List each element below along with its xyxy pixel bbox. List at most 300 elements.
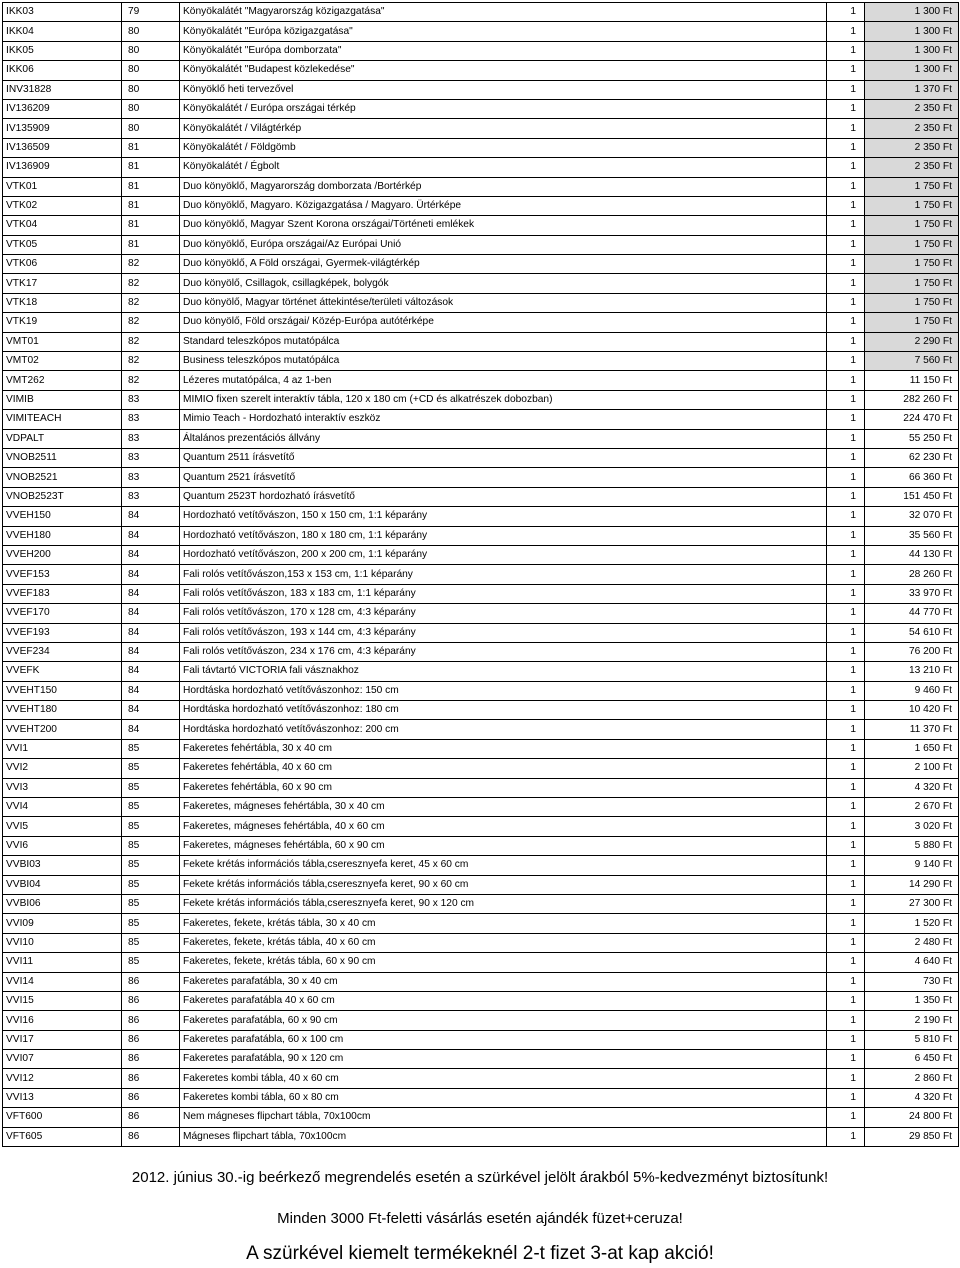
table-row: [3, 1069, 959, 1088]
product-description-cell: Quantum 2521 írásvetítő: [180, 468, 827, 487]
table-row: [3, 545, 959, 564]
product-description-cell: Könyökalátét "Európa domborzata": [180, 41, 827, 60]
quantity-cell: 1: [827, 61, 865, 80]
catalog-page-cell: 85: [122, 778, 180, 797]
product-description-cell: Fali rolós vetítővászon, 234 x 176 cm, 4:3 képarány: [180, 642, 827, 661]
product-code-cell: VTK02: [3, 196, 122, 215]
quantity-cell: 1: [827, 875, 865, 894]
quantity-cell: 1: [827, 1088, 865, 1107]
catalog-page-cell: 83: [122, 429, 180, 448]
catalog-page-cell: 80: [122, 61, 180, 80]
quantity-cell: 1: [827, 1011, 865, 1030]
price-cell: 54 610 Ft: [865, 623, 959, 642]
quantity-cell: 1: [827, 991, 865, 1010]
price-cell: 28 260 Ft: [865, 565, 959, 584]
catalog-page-cell: 86: [122, 972, 180, 991]
product-code-cell: VVI07: [3, 1050, 122, 1069]
catalog-page-cell: 85: [122, 817, 180, 836]
quantity-cell: 1: [827, 1108, 865, 1127]
catalog-page-cell: 85: [122, 894, 180, 913]
product-code-cell: IKK04: [3, 22, 122, 41]
table-row: [3, 991, 959, 1010]
product-description-cell: Hordozható vetítővászon, 180 x 180 cm, 1:1 képarány: [180, 526, 827, 545]
price-cell: 10 420 Ft: [865, 701, 959, 720]
product-description-cell: Duo könyölő, Föld országai/ Közép-Európa autótérképe: [180, 313, 827, 332]
product-code-cell: IV136209: [3, 99, 122, 118]
price-cell: 5 810 Ft: [865, 1030, 959, 1049]
product-code-cell: VVI17: [3, 1030, 122, 1049]
product-code-cell: VTK19: [3, 313, 122, 332]
catalog-page-cell: 82: [122, 352, 180, 371]
quantity-cell: 1: [827, 41, 865, 60]
quantity-cell: 1: [827, 177, 865, 196]
price-cell: 1 750 Ft: [865, 293, 959, 312]
product-code-cell: VTK18: [3, 293, 122, 312]
catalog-page-cell: 80: [122, 80, 180, 99]
table-row: [3, 778, 959, 797]
catalog-page-cell: 83: [122, 390, 180, 409]
product-code-cell: VVI12: [3, 1069, 122, 1088]
catalog-page-cell: 81: [122, 196, 180, 215]
product-description-cell: Könyökalátét "Budapest közlekedése": [180, 61, 827, 80]
table-row: [3, 196, 959, 215]
product-description-cell: Mimio Teach - Hordozható interaktív eszköz: [180, 410, 827, 429]
catalog-page-cell: 80: [122, 41, 180, 60]
price-cell: 1 300 Ft: [865, 3, 959, 22]
catalog-page-cell: 85: [122, 875, 180, 894]
table-row: [3, 894, 959, 913]
table-row: [3, 80, 959, 99]
catalog-page-cell: 81: [122, 235, 180, 254]
product-description-cell: Könyökalátét / Földgömb: [180, 138, 827, 157]
price-cell: 1 750 Ft: [865, 196, 959, 215]
product-description-cell: Duo könyöklő, Magyar Szent Korona országai/Történeti emlékek: [180, 216, 827, 235]
quantity-cell: 1: [827, 545, 865, 564]
product-code-cell: VTK05: [3, 235, 122, 254]
product-code-cell: VVBI03: [3, 856, 122, 875]
price-cell: 2 860 Ft: [865, 1069, 959, 1088]
product-code-cell: VVEF183: [3, 584, 122, 603]
table-row: [3, 1011, 959, 1030]
table-row: [3, 138, 959, 157]
product-description-cell: Fakeretes parafatábla, 60 x 90 cm: [180, 1011, 827, 1030]
table-row: [3, 856, 959, 875]
product-description-cell: Fali rolós vetítővászon, 183 x 183 cm, 1:1 képarány: [180, 584, 827, 603]
price-cell: 13 210 Ft: [865, 662, 959, 681]
table-row: [3, 507, 959, 526]
table-row: [3, 623, 959, 642]
price-cell: 1 750 Ft: [865, 216, 959, 235]
price-cell: 6 450 Ft: [865, 1050, 959, 1069]
catalog-page-cell: 82: [122, 371, 180, 390]
product-description-cell: MIMIO fixen szerelt interaktív tábla, 120 x 180 cm (+CD és alkatrészek dobozban): [180, 390, 827, 409]
price-cell: 224 470 Ft: [865, 410, 959, 429]
quantity-cell: 1: [827, 720, 865, 739]
catalog-page-cell: 84: [122, 507, 180, 526]
quantity-cell: 1: [827, 623, 865, 642]
price-cell: 32 070 Ft: [865, 507, 959, 526]
quantity-cell: 1: [827, 604, 865, 623]
product-code-cell: VVI4: [3, 798, 122, 817]
table-row: [3, 274, 959, 293]
product-code-cell: VVEH180: [3, 526, 122, 545]
product-description-cell: Mágneses flipchart tábla, 70x100cm: [180, 1127, 827, 1146]
quantity-cell: 1: [827, 448, 865, 467]
product-description-cell: Quantum 2523T hordozható írásvetítő: [180, 487, 827, 506]
quantity-cell: 1: [827, 894, 865, 913]
product-description-cell: Hordozható vetítővászon, 150 x 150 cm, 1:1 képarány: [180, 507, 827, 526]
product-code-cell: VVI6: [3, 836, 122, 855]
gift-notice: Minden 3000 Ft-feletti vásárlás esetén ajándék füzet+ceruza!: [277, 1210, 683, 1227]
product-code-cell: IKK06: [3, 61, 122, 80]
product-description-cell: Könyökalátét / Világtérkép: [180, 119, 827, 138]
price-cell: 7 560 Ft: [865, 352, 959, 371]
product-code-cell: VVEF170: [3, 604, 122, 623]
product-description-cell: Fakeretes fehértábla, 60 x 90 cm: [180, 778, 827, 797]
catalog-page-cell: 86: [122, 1108, 180, 1127]
table-row: [3, 972, 959, 991]
catalog-page-cell: 84: [122, 604, 180, 623]
product-description-cell: Fakeretes, fekete, krétás tábla, 60 x 90 cm: [180, 953, 827, 972]
table-row: [3, 22, 959, 41]
table-row: [3, 371, 959, 390]
catalog-page-cell: 84: [122, 565, 180, 584]
quantity-cell: 1: [827, 293, 865, 312]
catalog-page-cell: 86: [122, 991, 180, 1010]
product-code-cell: VFT605: [3, 1127, 122, 1146]
product-description-cell: Hordtáska hordozható vetítővászonhoz: 180 cm: [180, 701, 827, 720]
price-cell: 2 100 Ft: [865, 759, 959, 778]
table-row: [3, 739, 959, 758]
quantity-cell: 1: [827, 836, 865, 855]
quantity-cell: 1: [827, 196, 865, 215]
product-code-cell: VDPALT: [3, 429, 122, 448]
product-description-cell: Fali rolós vetítővászon, 193 x 144 cm, 4:3 képarány: [180, 623, 827, 642]
price-cell: 11 370 Ft: [865, 720, 959, 739]
catalog-page-cell: 84: [122, 662, 180, 681]
product-description-cell: Fakeretes parafatábla, 60 x 100 cm: [180, 1030, 827, 1049]
catalog-page-cell: 86: [122, 1127, 180, 1146]
product-description-cell: Fekete krétás információs tábla,cseresznyefa keret, 90 x 120 cm: [180, 894, 827, 913]
price-cell: 151 450 Ft: [865, 487, 959, 506]
product-description-cell: Fakeretes parafatábla, 90 x 120 cm: [180, 1050, 827, 1069]
price-cell: 1 750 Ft: [865, 313, 959, 332]
catalog-page-cell: 86: [122, 1088, 180, 1107]
quantity-cell: 1: [827, 235, 865, 254]
product-code-cell: IKK05: [3, 41, 122, 60]
table-row: [3, 429, 959, 448]
price-cell: 2 290 Ft: [865, 332, 959, 351]
product-description-cell: Hordtáska hordozható vetítővászonhoz: 200 cm: [180, 720, 827, 739]
table-row: [3, 720, 959, 739]
product-description-cell: Fakeretes, mágneses fehértábla, 30 x 40 cm: [180, 798, 827, 817]
quantity-cell: 1: [827, 681, 865, 700]
table-row: [3, 836, 959, 855]
price-cell: 44 130 Ft: [865, 545, 959, 564]
price-cell: 2 670 Ft: [865, 798, 959, 817]
catalog-page-cell: 84: [122, 526, 180, 545]
price-cell: 4 640 Ft: [865, 953, 959, 972]
product-code-cell: IV135909: [3, 119, 122, 138]
price-cell: 2 350 Ft: [865, 119, 959, 138]
product-code-cell: VVI11: [3, 953, 122, 972]
table-row: [3, 953, 959, 972]
table-row: [3, 1108, 959, 1127]
price-cell: 1 650 Ft: [865, 739, 959, 758]
quantity-cell: 1: [827, 99, 865, 118]
product-code-cell: VTK01: [3, 177, 122, 196]
product-description-cell: Hordtáska hordozható vetítővászonhoz: 150 cm: [180, 681, 827, 700]
product-code-cell: VMT01: [3, 332, 122, 351]
catalog-page-cell: 82: [122, 293, 180, 312]
quantity-cell: 1: [827, 1069, 865, 1088]
price-cell: 1 300 Ft: [865, 22, 959, 41]
table-row: [3, 875, 959, 894]
price-cell: 62 230 Ft: [865, 448, 959, 467]
price-cell: 29 850 Ft: [865, 1127, 959, 1146]
catalog-page-cell: 82: [122, 255, 180, 274]
quantity-cell: 1: [827, 856, 865, 875]
price-cell: 730 Ft: [865, 972, 959, 991]
product-description-cell: Lézeres mutatópálca, 4 az 1-ben: [180, 371, 827, 390]
quantity-cell: 1: [827, 526, 865, 545]
catalog-page-cell: 82: [122, 332, 180, 351]
product-code-cell: VIMIB: [3, 390, 122, 409]
quantity-cell: 1: [827, 953, 865, 972]
table-row: [3, 487, 959, 506]
table-row: [3, 119, 959, 138]
catalog-page-cell: 79: [122, 3, 180, 22]
quantity-cell: 1: [827, 3, 865, 22]
price-cell: 282 260 Ft: [865, 390, 959, 409]
catalog-page-cell: 80: [122, 99, 180, 118]
product-code-cell: VVEFK: [3, 662, 122, 681]
product-code-cell: VVI16: [3, 1011, 122, 1030]
table-row: [3, 99, 959, 118]
table-row: [3, 255, 959, 274]
catalog-page-cell: 81: [122, 177, 180, 196]
table-row: [3, 158, 959, 177]
catalog-page-cell: 84: [122, 642, 180, 661]
table-row: [3, 798, 959, 817]
quantity-cell: 1: [827, 468, 865, 487]
price-cell: 2 350 Ft: [865, 99, 959, 118]
product-code-cell: VVBI04: [3, 875, 122, 894]
catalog-page-cell: 80: [122, 22, 180, 41]
product-code-cell: VNOB2521: [3, 468, 122, 487]
catalog-page-cell: 81: [122, 216, 180, 235]
price-cell: 9 140 Ft: [865, 856, 959, 875]
product-code-cell: INV31828: [3, 80, 122, 99]
catalog-page-cell: 82: [122, 313, 180, 332]
table-row: [3, 235, 959, 254]
product-description-cell: Könyöklő heti tervezővel: [180, 80, 827, 99]
table-row: [3, 177, 959, 196]
price-cell: 4 320 Ft: [865, 1088, 959, 1107]
table-row: [3, 662, 959, 681]
table-row: [3, 1127, 959, 1146]
catalog-page-cell: 85: [122, 856, 180, 875]
catalog-page-cell: 86: [122, 1069, 180, 1088]
product-code-cell: VTK06: [3, 255, 122, 274]
product-description-cell: Fekete krétás információs tábla,cseresznyefa keret, 90 x 60 cm: [180, 875, 827, 894]
product-code-cell: VVI14: [3, 972, 122, 991]
product-code-cell: VNOB2511: [3, 448, 122, 467]
catalog-page-cell: 85: [122, 759, 180, 778]
table-row: [3, 759, 959, 778]
quantity-cell: 1: [827, 371, 865, 390]
product-description-cell: Duo könyöklő, Európa országai/Az Európai Unió: [180, 235, 827, 254]
table-row: [3, 448, 959, 467]
product-code-cell: VVI15: [3, 991, 122, 1010]
product-code-cell: VTK04: [3, 216, 122, 235]
price-cell: 14 290 Ft: [865, 875, 959, 894]
quantity-cell: 1: [827, 507, 865, 526]
price-cell: 1 520 Ft: [865, 914, 959, 933]
quantity-cell: 1: [827, 1030, 865, 1049]
catalog-page-cell: 83: [122, 448, 180, 467]
price-cell: 9 460 Ft: [865, 681, 959, 700]
quantity-cell: 1: [827, 739, 865, 758]
product-code-cell: VMT262: [3, 371, 122, 390]
product-description-cell: Duo könyöklő, Magyaro. Közigazgatása / Magyaro. Ürtérképe: [180, 196, 827, 215]
table-row: [3, 313, 959, 332]
product-code-cell: VVEHT180: [3, 701, 122, 720]
price-cell: 5 880 Ft: [865, 836, 959, 855]
table-row: [3, 642, 959, 661]
catalog-page-cell: 83: [122, 410, 180, 429]
catalog-page-cell: 84: [122, 623, 180, 642]
quantity-cell: 1: [827, 701, 865, 720]
product-description-cell: Duo könyölő, Csillagok, csillagképek, bolygók: [180, 274, 827, 293]
product-description-cell: Fakeretes, mágneses fehértábla, 40 x 60 cm: [180, 817, 827, 836]
product-code-cell: VVI1: [3, 739, 122, 758]
product-code-cell: VVEHT200: [3, 720, 122, 739]
product-code-cell: VNOB2523T: [3, 487, 122, 506]
product-description-cell: Fakeretes, fekete, krétás tábla, 30 x 40 cm: [180, 914, 827, 933]
quantity-cell: 1: [827, 487, 865, 506]
product-description-cell: Fakeretes fehértábla, 30 x 40 cm: [180, 739, 827, 758]
table-row: [3, 701, 959, 720]
price-cell: 55 250 Ft: [865, 429, 959, 448]
product-description-cell: Standard teleszkópos mutatópálca: [180, 332, 827, 351]
table-row: [3, 352, 959, 371]
product-description-cell: Könyökalátét / Égbolt: [180, 158, 827, 177]
product-code-cell: IKK03: [3, 3, 122, 22]
price-cell: 27 300 Ft: [865, 894, 959, 913]
price-cell: 1 300 Ft: [865, 41, 959, 60]
price-cell: 1 300 Ft: [865, 61, 959, 80]
quantity-cell: 1: [827, 255, 865, 274]
catalog-page-cell: 85: [122, 953, 180, 972]
product-description-cell: Fali távtartó VICTORIA fali vásznakhoz: [180, 662, 827, 681]
quantity-cell: 1: [827, 1050, 865, 1069]
product-code-cell: VVEHT150: [3, 681, 122, 700]
quantity-cell: 1: [827, 390, 865, 409]
product-description-cell: Duo könyöklő, Magyarország domborzata /Bortérkép: [180, 177, 827, 196]
price-cell: 2 190 Ft: [865, 1011, 959, 1030]
product-description-cell: Business teleszkópos mutatópálca: [180, 352, 827, 371]
table-row: [3, 468, 959, 487]
product-description-cell: Könyökalátét "Magyarország közigazgatása": [180, 3, 827, 22]
product-code-cell: VVEF153: [3, 565, 122, 584]
price-cell: 1 750 Ft: [865, 255, 959, 274]
price-cell: 35 560 Ft: [865, 526, 959, 545]
quantity-cell: 1: [827, 119, 865, 138]
price-cell: 1 750 Ft: [865, 177, 959, 196]
product-description-cell: Fakeretes, fekete, krétás tábla, 40 x 60 cm: [180, 933, 827, 952]
price-cell: 1 750 Ft: [865, 235, 959, 254]
quantity-cell: 1: [827, 798, 865, 817]
quantity-cell: 1: [827, 933, 865, 952]
table-row: [3, 565, 959, 584]
catalog-page-cell: 83: [122, 468, 180, 487]
price-cell: 3 020 Ft: [865, 817, 959, 836]
product-code-cell: VVI3: [3, 778, 122, 797]
quantity-cell: 1: [827, 817, 865, 836]
catalog-page-cell: 83: [122, 487, 180, 506]
product-description-cell: Fakeretes, mágneses fehértábla, 60 x 90 cm: [180, 836, 827, 855]
catalog-page-cell: 84: [122, 681, 180, 700]
quantity-cell: 1: [827, 352, 865, 371]
product-code-cell: VVI10: [3, 933, 122, 952]
catalog-page-cell: 86: [122, 1030, 180, 1049]
table-row: [3, 216, 959, 235]
product-code-cell: VVI09: [3, 914, 122, 933]
product-code-cell: IV136509: [3, 138, 122, 157]
quantity-cell: 1: [827, 759, 865, 778]
product-code-cell: VVEF234: [3, 642, 122, 661]
quantity-cell: 1: [827, 662, 865, 681]
catalog-page-cell: 84: [122, 720, 180, 739]
catalog-page-cell: 85: [122, 914, 180, 933]
product-description-cell: Fakeretes fehértábla, 40 x 60 cm: [180, 759, 827, 778]
product-description-cell: Fakeretes kombi tábla, 60 x 80 cm: [180, 1088, 827, 1107]
quantity-cell: 1: [827, 642, 865, 661]
table-row: [3, 3, 959, 22]
table-row: [3, 817, 959, 836]
quantity-cell: 1: [827, 158, 865, 177]
price-cell: 1 350 Ft: [865, 991, 959, 1010]
table-row: [3, 914, 959, 933]
catalog-page-cell: 80: [122, 119, 180, 138]
catalog-page-cell: 86: [122, 1011, 180, 1030]
catalog-page-cell: 81: [122, 138, 180, 157]
product-description-cell: Hordozható vetítővászon, 200 x 200 cm, 1:1 képarány: [180, 545, 827, 564]
price-cell: 2 480 Ft: [865, 933, 959, 952]
catalog-page-cell: 84: [122, 584, 180, 603]
product-code-cell: VTK17: [3, 274, 122, 293]
product-description-cell: Fakeretes kombi tábla, 40 x 60 cm: [180, 1069, 827, 1088]
price-table: [2, 2, 959, 1147]
catalog-page-cell: 86: [122, 1050, 180, 1069]
table-row: [3, 41, 959, 60]
product-description-cell: Fakeretes parafatábla 40 x 60 cm: [180, 991, 827, 1010]
product-code-cell: VMT02: [3, 352, 122, 371]
price-cell: 4 320 Ft: [865, 778, 959, 797]
quantity-cell: 1: [827, 584, 865, 603]
price-cell: 33 970 Ft: [865, 584, 959, 603]
product-code-cell: VVEH150: [3, 507, 122, 526]
table-row: [3, 526, 959, 545]
catalog-page-cell: 85: [122, 798, 180, 817]
product-code-cell: VVI13: [3, 1088, 122, 1107]
product-description-cell: Fakeretes parafatábla, 30 x 40 cm: [180, 972, 827, 991]
table-row: [3, 293, 959, 312]
table-row: [3, 584, 959, 603]
product-description-cell: Fekete krétás információs tábla,cseresznyefa keret, 45 x 60 cm: [180, 856, 827, 875]
product-description-cell: Duo könyöklő, A Föld országai, Gyermek-világtérkép: [180, 255, 827, 274]
